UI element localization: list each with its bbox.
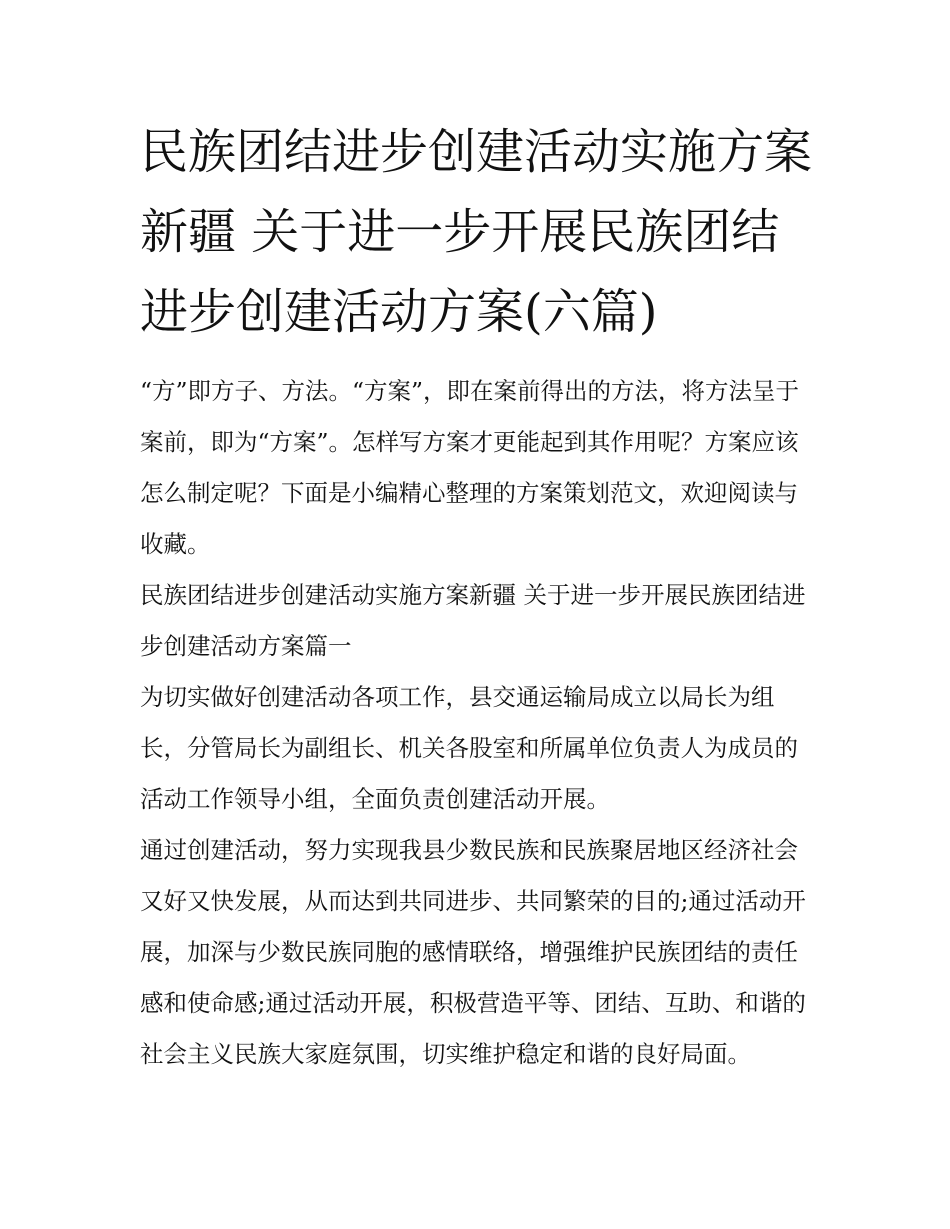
section-heading: 民族团结进步创建活动实施方案新疆 关于进一步开展民族团结进步创建活动方案篇一 [140, 581, 806, 660]
body-paragraph: 通过创建活动，努力实现我县少数民族和民族聚居地区经济社会又好又快发展，从而达到共同进步、共同繁荣的目的;通过活动开展，加深与少数民族同胞的感情联络，增强维护民族团结的责任感和使命感;通过活动开展，积极营造平等、团结、互助、和谐的社会主义民族大家庭氛围，切实维护稳定和谐的良好局面。 [140, 836, 806, 1068]
document-title: 民族团结进步创建活动实施方案新疆 关于进一步开展民族团结进步创建活动方案(六篇) [140, 124, 813, 340]
document-body [140, 112, 812, 1080]
intro-paragraph: “方”即方子、方法。“方案”，即在案前得出的方法，将方法呈于案前，即为“方案”。怎样写方案才更能起到其作用呢？方案应该怎么制定呢？下面是小编精心整理的方案策划范文，欢迎阅读与收藏。 [140, 377, 800, 558]
body-paragraph: 为切实做好创建活动各项工作，县交通运输局成立以局长为组长，分管局长为副组长、机关各股室和所属单位负责人为成员的活动工作领导小组，全面负责创建活动开展。 [140, 683, 798, 813]
